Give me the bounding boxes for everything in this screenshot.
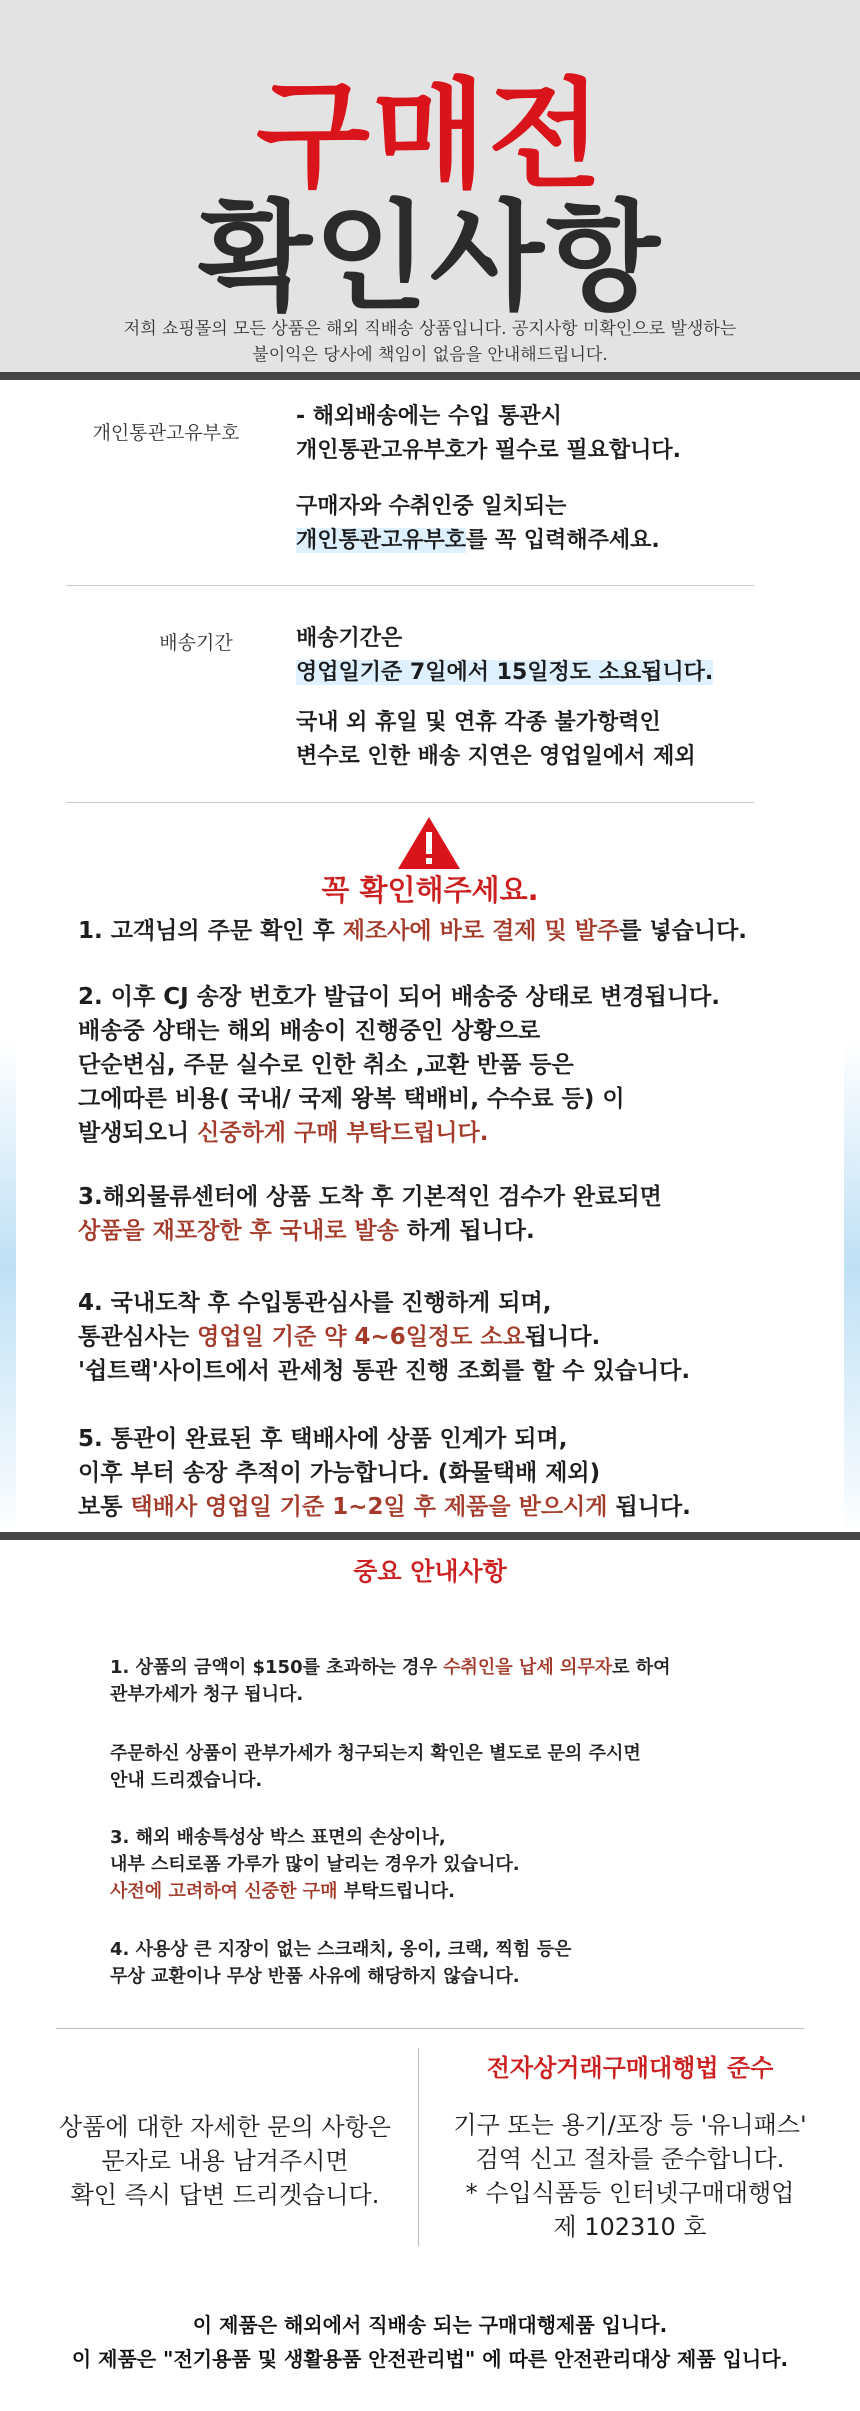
title-line2: 확인사항: [198, 188, 662, 326]
important-1-line1: [110, 1654, 760, 1681]
title-line1: 구매전: [256, 66, 604, 204]
notice-4-line3: '쉽트랙'사이트에서 관세청 통관 진행 조회를 할 수 있습니다.: [78, 1358, 691, 1384]
notice-5-line3: [78, 1490, 838, 1524]
law-title: 전자상거래구매대행법 준수: [486, 2054, 774, 2082]
notice-2-line2: 배송중 상태는 해외 배송이 진행중인 상황으로: [78, 1018, 541, 1044]
important-3-emphasis: 사전에 고려하여 신중한 구매: [110, 1881, 338, 1902]
header-subtitle-line2: 불이익은 당사에 책임이 없음을 안내해드립니다.: [252, 345, 608, 365]
contact-line3: 확인 즉시 답변 드리겟습니다.: [70, 2181, 380, 2209]
notices-divider: [0, 1532, 860, 1540]
customs-highlight: 개인통관고유부호: [296, 528, 467, 553]
notice-5-line3-a: 보통: [78, 1494, 131, 1520]
bottom-separator: [56, 2028, 804, 2029]
notice-2-emphasis: 신중하게 구매 부탁드립니다.: [197, 1120, 489, 1146]
important-4-line1: 4. 사용상 큰 지장이 없는 스크래치, 옹이, 크랙, 찍힘 등은: [110, 1939, 572, 1960]
contact-line2: 문자로 내용 남겨주시면: [101, 2147, 349, 2175]
notice-2-line3: 단순변심, 주문 실수로 인한 취소 ,교환 반품 등은: [78, 1052, 574, 1078]
notice-1-emphasis: 제조사에 바로 결제 및 발주: [342, 918, 620, 944]
customs-separator: [66, 585, 754, 586]
notice-4-line1: 4. 국내도착 후 수입통관심사를 진행하게 되며,: [78, 1290, 552, 1316]
notice-5-line1: 5. 통관이 완료된 후 택배사에 상품 인계가 되며,: [78, 1426, 568, 1452]
notice-4-line2-c: 됩니다.: [524, 1324, 601, 1350]
customs-line4: [296, 524, 816, 558]
important-3: [110, 1824, 760, 1905]
warning-triangle-icon: [396, 815, 462, 871]
side-band-right: [844, 1040, 860, 1540]
notice-3-line1: 3.해외물류센터에 상품 도착 후 기본적인 검수가 완료되면: [78, 1184, 662, 1210]
contact-line1: 상품에 대한 자세한 문의 사항은: [59, 2113, 391, 2141]
notice-5-line3-c: 됩니다.: [607, 1494, 691, 1520]
notice-1-c: 를 넣습니다.: [619, 918, 748, 944]
notice-3-emphasis: 상품을 재포장한 후 국내로 발송: [78, 1218, 399, 1244]
side-band-left: [0, 1040, 16, 1540]
important-1-line2: 관부가세가 청구 됩니다.: [110, 1684, 304, 1705]
notice-3-line2: [78, 1214, 838, 1248]
shipping-separator: [66, 802, 754, 803]
important-3-line3: [110, 1878, 760, 1905]
column-separator: [418, 2048, 419, 2246]
header-divider: [0, 372, 860, 380]
notice-5-emphasis: 택배사 영업일 기준 1~2일 후 제품을 받으시게: [130, 1494, 608, 1520]
contact-block: [40, 2110, 410, 2212]
important-2-line1: 주문하신 상품이 관부가세가 청구되는지 확인은 별도로 문의 주시면: [110, 1743, 641, 1764]
customs-line4-rest: 를 꼭 입력해주세요.: [466, 528, 660, 553]
notice-4-emphasis: 영업일 기준 약 4~6일정도 소요: [197, 1324, 525, 1350]
shipping-line3: 국내 외 휴일 및 연휴 각종 불가항력인: [296, 710, 661, 735]
notice-1-a: 1. 고객님의 주문 확인 후: [78, 918, 343, 944]
notice-2: [78, 980, 838, 1150]
header-panel: [0, 0, 860, 372]
notice-5-line2: 이후 부터 송장 추적이 가능합니다. (화물택배 제외): [78, 1460, 601, 1486]
footer-line1: 이 제품은 해외에서 직배송 되는 구매대행제품 입니다.: [192, 2313, 668, 2337]
notice-3-line2-b: 하게 됩니다.: [398, 1218, 535, 1244]
important-1-c: 로 하여: [612, 1657, 671, 1678]
important-3-line2: 내부 스티로폼 가루가 많이 날리는 경우가 있습니다.: [110, 1854, 520, 1875]
important-1-a: 1. 상품의 금액이 $150를 초과하는 경우: [110, 1657, 444, 1678]
shipping-label: 배송기간: [159, 632, 233, 654]
notice-2-line4: 그에따른 비용( 국내/ 국제 왕복 택배비, 수수료 등) 이: [78, 1086, 625, 1112]
important-1: [110, 1654, 760, 1708]
shipping-line4: 변수로 인한 배송 지연은 영업일에서 제외: [296, 744, 696, 769]
shipping-line2: [296, 656, 816, 690]
law-line1: 기구 또는 용기/포장 등 '유니패스': [453, 2111, 807, 2139]
law-line2: 검역 신고 절차를 준수합니다.: [475, 2145, 785, 2173]
notice-4-line2: [78, 1320, 838, 1354]
law-line3: * 수입식품등 인터넷구매대행업: [465, 2179, 795, 2207]
notice-4-line2-a: 통관심사는: [78, 1324, 198, 1350]
important-title: 중요 안내사항: [353, 1557, 507, 1586]
notice-5: [78, 1422, 838, 1524]
law-block: [430, 2108, 830, 2244]
customs-text: [296, 400, 816, 558]
notice-2-line1: 2. 이후 CJ 송장 번호가 발급이 되어 배송중 상태로 변경됩니다.: [78, 984, 720, 1010]
customs-label: 개인통관고유부호: [92, 422, 240, 444]
header-subtitle-line1: 저희 쇼핑몰의 모든 상품은 해외 직배송 상품입니다. 공지사항 미확인으로 발생하는: [123, 319, 737, 339]
warning-title: 꼭 확인해주세요.: [321, 873, 539, 907]
notice-4: [78, 1286, 838, 1388]
law-line4: 제 102310 호: [553, 2213, 707, 2241]
important-2-line2: 안내 드리겠습니다.: [110, 1770, 263, 1791]
important-1-emphasis: 수취인을 납세 의무자: [443, 1657, 613, 1678]
customs-line1: - 해외배송에는 수입 통관시: [296, 404, 562, 429]
shipping-highlight: 영업일기준 7일에서 15일정도 소요됩니다.: [296, 660, 714, 685]
notice-2-line5-a: 발생되오니: [78, 1120, 198, 1146]
important-2: [110, 1740, 760, 1794]
footer-line2: 이 제품은 "전기용품 및 생활용품 안전관리법" 에 따른 안전관리대상 제품 입니다.: [71, 2347, 789, 2371]
header-subtitle: [60, 316, 800, 368]
shipping-line1: 배송기간은: [296, 626, 403, 651]
important-4: [110, 1936, 760, 1990]
shipping-text: [296, 622, 816, 774]
important-3-line3-b: 부탁드립니다.: [337, 1881, 455, 1902]
notice-3: [78, 1180, 838, 1248]
customs-line3: 구매자와 수취인중 일치되는: [296, 494, 567, 519]
notice-1: [78, 914, 838, 948]
important-4-line2: 무상 교환이나 무상 반품 사유에 해당하지 않습니다.: [110, 1966, 520, 1987]
customs-line2: 개인통관고유부호가 필수로 필요합니다.: [296, 438, 681, 463]
notice-2-line5: [78, 1116, 838, 1150]
important-3-line1: 3. 해외 배송특성상 박스 표면의 손상이나,: [110, 1827, 446, 1848]
